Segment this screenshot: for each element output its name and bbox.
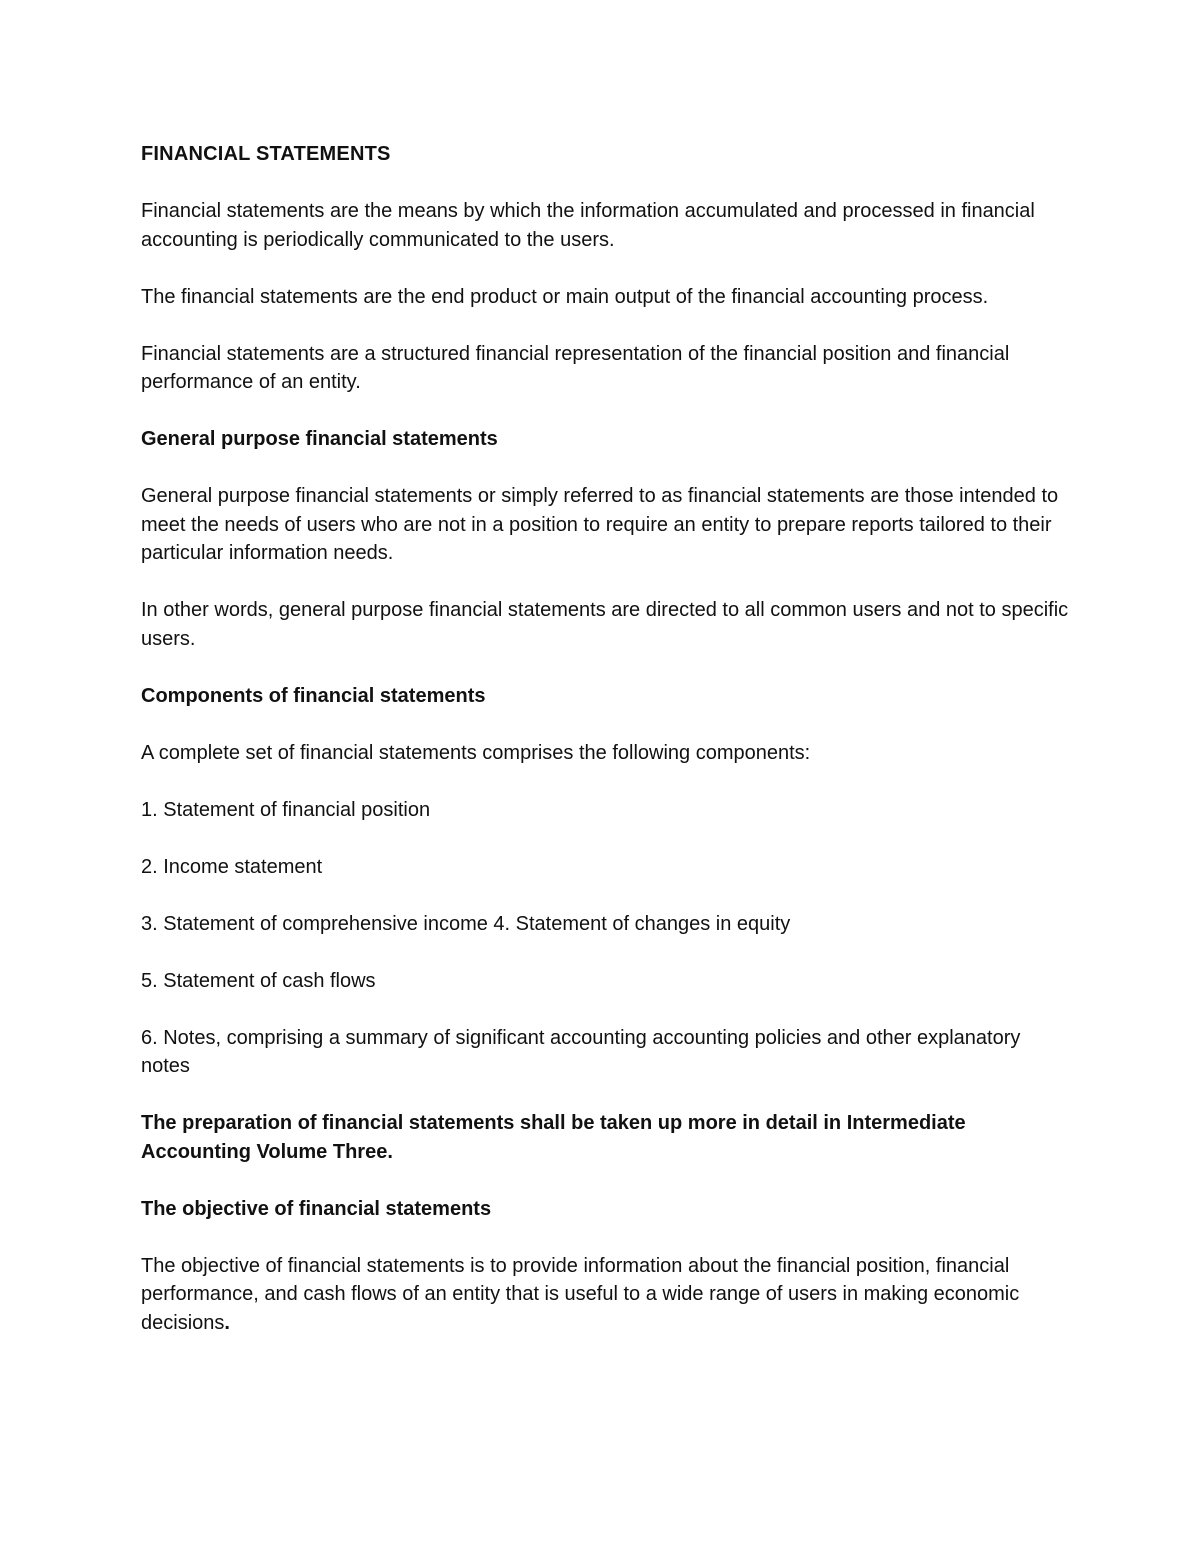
objective-heading: The objective of financial statements <box>141 1197 492 1220</box>
intro-paragraph-2: The financial statements are the end product or main output of the financial accounting process. <box>141 285 989 308</box>
component-item-1: 1. Statement of financial position <box>141 798 431 821</box>
objective-paragraph-text: The objective of financial statements is to provide information about the financial position, financial performance, and cash flows of an entity that is useful to a wide range of users in making economic decisions <box>141 1254 1020 1334</box>
document-body <box>141 140 1071 1366</box>
intro-paragraph-3: Financial statements are a structured financial representation of the financial position and financial performance of an entity. <box>141 342 1010 393</box>
objective-paragraph <box>141 1252 1071 1338</box>
component-item-3-4: 3. Statement of comprehensive income 4. Statement of changes in equity <box>141 912 791 935</box>
intro-paragraph-1: Financial statements are the means by which the information accumulated and processed in financial accounting is periodically communicated to the users. <box>141 200 1035 251</box>
document-title: FINANCIAL STATEMENTS <box>141 143 391 165</box>
component-item-2: 2. Income statement <box>141 855 323 878</box>
components-heading: Components of financial statements <box>141 684 486 707</box>
general-purpose-paragraph-1: General purpose financial statements or simply referred to as financial statements are those intended to meet the needs of users who are not in a position to require an entity to prepare reports tailored to their particular information needs. <box>141 485 1059 564</box>
components-intro: A complete set of financial statements comprises the following components: <box>141 741 811 764</box>
objective-paragraph-period: . <box>224 1311 230 1334</box>
component-item-6: 6. Notes, comprising a summary of significant accounting accounting policies and other explanatory notes <box>141 1026 1021 1077</box>
general-purpose-heading: General purpose financial statements <box>141 428 498 450</box>
preparation-note: The preparation of financial statements shall be taken up more in detail in Intermediate Accounting Volume Three. <box>141 1112 966 1163</box>
component-item-5: 5. Statement of cash flows <box>141 969 376 992</box>
general-purpose-paragraph-2: In other words, general purpose financial statements are directed to all common users and not to specific users. <box>141 599 1069 650</box>
